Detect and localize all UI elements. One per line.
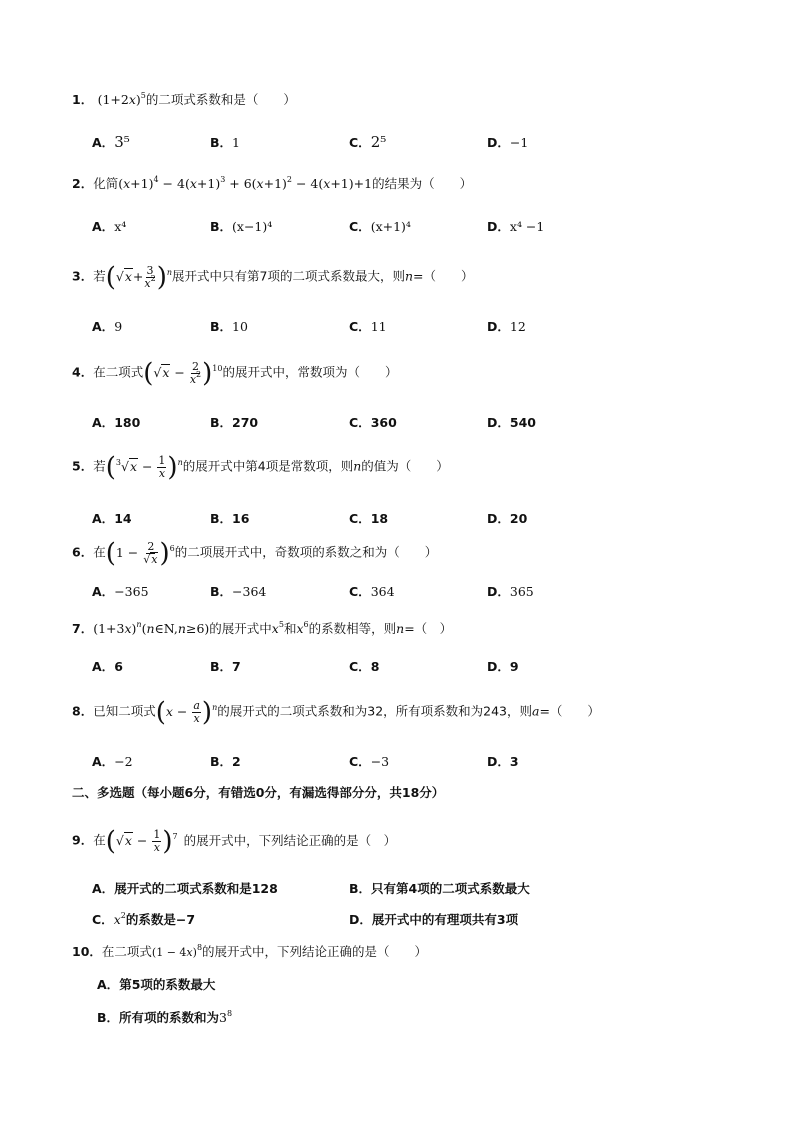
q8-option-a[interactable] bbox=[92, 752, 133, 770]
option-letter: D． bbox=[349, 912, 372, 927]
section-2-heading: 二、多选题（每小题6分，有错选0分，有漏选得部分分，共18分） bbox=[72, 785, 445, 800]
option-value: 10 bbox=[232, 319, 248, 334]
option-letter: A． bbox=[92, 881, 115, 896]
question-7-tail: =（ ） bbox=[404, 621, 453, 636]
question-9-number: 9． bbox=[72, 832, 94, 848]
q3-option-c[interactable] bbox=[349, 317, 387, 335]
q2-option-b[interactable] bbox=[210, 217, 272, 235]
q6-expression: (1 − $\frac{2}{√x}$ )$^6$ bbox=[105, 538, 175, 568]
q1-option-d[interactable] bbox=[487, 133, 528, 151]
option-value: 6 bbox=[114, 659, 123, 674]
option-value: −1 bbox=[509, 135, 529, 150]
option-value: x⁴ −1 bbox=[509, 219, 545, 234]
q4-expression: (√x − $\frac{2}{x^2}$ )$^{10}$ bbox=[143, 358, 223, 388]
question-8 bbox=[72, 697, 600, 727]
question-2-pre: 化简 bbox=[93, 176, 119, 191]
question-3 bbox=[72, 262, 474, 292]
option-value: 2⁵ bbox=[370, 133, 387, 151]
option-letter: D． bbox=[487, 135, 510, 150]
option-letter: D． bbox=[487, 754, 510, 769]
question-3-number: 3． bbox=[72, 268, 94, 284]
option-letter: D． bbox=[487, 584, 510, 599]
q6-option-a[interactable] bbox=[92, 582, 149, 600]
q3-var-n: n bbox=[404, 268, 414, 284]
question-10-number: 10． bbox=[72, 944, 102, 959]
option-value: 所有项的系数和为 bbox=[119, 1010, 220, 1025]
option-value: 16 bbox=[232, 511, 250, 526]
q6-option-d[interactable] bbox=[487, 582, 534, 600]
option-letter: B． bbox=[210, 659, 233, 674]
question-1-number: 1． bbox=[72, 92, 94, 107]
q6-option-c[interactable] bbox=[349, 582, 395, 600]
question-3-stem: 展开式中只有第7项的二项式系数最大，则 bbox=[172, 268, 405, 284]
option-letter: D． bbox=[487, 511, 510, 526]
q1-option-c[interactable] bbox=[349, 133, 386, 151]
option-letter: C． bbox=[349, 135, 371, 150]
option-value: 14 bbox=[114, 511, 132, 526]
option-letter: B． bbox=[210, 415, 233, 430]
question-2-stem: 的结果为（ ） bbox=[372, 176, 473, 191]
question-10 bbox=[72, 942, 427, 960]
question-2 bbox=[72, 174, 472, 192]
q8-option-b[interactable] bbox=[210, 752, 241, 770]
option-letter: C． bbox=[349, 319, 371, 334]
question-5-stem: 的展开式中第4项是常数项，则 bbox=[182, 458, 354, 474]
option-letter: C． bbox=[349, 754, 371, 769]
option-letter: B． bbox=[210, 511, 233, 526]
option-value: −2 bbox=[114, 754, 133, 769]
option-letter: A． bbox=[92, 511, 115, 526]
option-value: 9 bbox=[509, 659, 519, 674]
question-10-stem: 的展开式中，下列结论正确的是（ ） bbox=[202, 944, 428, 959]
q10-b-power: $3^8$ bbox=[219, 1009, 233, 1025]
q5-option-a[interactable] bbox=[92, 509, 132, 527]
question-1 bbox=[72, 90, 296, 108]
q3-option-b[interactable] bbox=[210, 317, 248, 335]
q6-option-b[interactable] bbox=[210, 582, 266, 600]
option-letter: B． bbox=[210, 319, 233, 334]
option-value: (x−1)⁴ bbox=[232, 219, 273, 234]
question-4-number: 4． bbox=[72, 364, 94, 380]
option-value: 20 bbox=[509, 511, 528, 526]
option-value: 364 bbox=[370, 584, 395, 599]
q4-option-d[interactable] bbox=[487, 413, 536, 431]
question-7-mid: 的系数相等，则 bbox=[308, 621, 397, 636]
option-letter: A． bbox=[92, 659, 115, 674]
q3-option-d[interactable] bbox=[487, 317, 526, 335]
option-letter: A． bbox=[92, 219, 115, 234]
option-letter: C． bbox=[349, 659, 371, 674]
q9-option-c[interactable] bbox=[92, 910, 195, 928]
option-letter: A． bbox=[97, 977, 120, 992]
question-7-stem: 的展开式中 bbox=[209, 621, 272, 636]
option-value: 9 bbox=[114, 319, 123, 334]
q5-option-d[interactable] bbox=[487, 509, 527, 527]
question-7-number: 7． bbox=[72, 621, 94, 636]
q9-expression: (√x − $\frac{1}{x}$ )$^7$ bbox=[105, 826, 178, 856]
q9-option-b[interactable] bbox=[349, 879, 530, 897]
question-8-pre: 已知二项式 bbox=[93, 703, 156, 719]
question-6-stem: 的二项展开式中，奇数项的系数之和为（ ） bbox=[174, 544, 438, 560]
option-value: 360 bbox=[370, 415, 397, 430]
option-letter: B． bbox=[210, 584, 233, 599]
question-5 bbox=[72, 452, 449, 482]
question-7 bbox=[72, 619, 452, 637]
q7-option-d[interactable] bbox=[487, 657, 519, 675]
option-letter: C． bbox=[349, 415, 371, 430]
q2-option-d[interactable] bbox=[487, 217, 544, 235]
q8-option-d[interactable] bbox=[487, 752, 519, 770]
q10-expression: $(1 - 4x)^8$ bbox=[151, 943, 203, 959]
option-value: 540 bbox=[509, 415, 536, 430]
q8-expression: (x − $\frac{a}{x}$ )$^n$ bbox=[155, 697, 218, 727]
q8-option-c[interactable] bbox=[349, 752, 389, 770]
option-letter: D． bbox=[487, 659, 510, 674]
question-5-number: 5． bbox=[72, 458, 94, 474]
option-value: 展开式的二项式系数和是128 bbox=[114, 881, 278, 896]
question-4-stem: 的展开式中，常数项为（ ） bbox=[222, 364, 398, 380]
q10-option-b[interactable] bbox=[97, 1008, 232, 1026]
q7-var-n: n bbox=[396, 621, 405, 636]
question-8-tail: =（ ） bbox=[539, 703, 600, 719]
option-value: 3⁵ bbox=[114, 133, 130, 151]
option-letter: A． bbox=[92, 754, 115, 769]
option-value: −365 bbox=[114, 584, 149, 599]
question-8-number: 8． bbox=[72, 703, 94, 719]
question-4-pre: 在二项式 bbox=[93, 364, 144, 380]
question-9 bbox=[72, 826, 396, 856]
q3-option-a[interactable] bbox=[92, 317, 122, 335]
q7-option-c[interactable] bbox=[349, 657, 379, 675]
q2-expression: $(x+1)^4 - 4(x+1)^3 + 6(x+1)^2 - 4(x+1)+1$ bbox=[118, 175, 373, 191]
option-value: 2 bbox=[232, 754, 241, 769]
question-10-pre: 在二项式 bbox=[101, 944, 152, 959]
q5-expression: ($^3$√x − $\frac{1}{x}$ )$^n$ bbox=[105, 452, 183, 482]
option-value: 8 bbox=[370, 659, 380, 674]
option-value: 3 bbox=[509, 754, 519, 769]
q5-option-c[interactable] bbox=[349, 509, 388, 527]
option-value: 18 bbox=[370, 511, 389, 526]
option-value: 的系数是−7 bbox=[125, 912, 196, 927]
q8-var-a: a bbox=[532, 703, 540, 719]
option-letter: C． bbox=[349, 219, 371, 234]
option-value: −364 bbox=[232, 584, 267, 599]
q10-option-a[interactable] bbox=[97, 975, 215, 993]
question-6-number: 6． bbox=[72, 544, 94, 560]
question-5-tail: 的值为（ ） bbox=[361, 458, 449, 474]
question-6 bbox=[72, 538, 437, 568]
q5-var-n: n bbox=[353, 458, 362, 474]
option-letter: B． bbox=[210, 754, 233, 769]
question-9-pre: 在 bbox=[93, 832, 106, 848]
option-letter: A． bbox=[92, 135, 115, 150]
option-value: 180 bbox=[114, 415, 141, 430]
option-value: 只有第4项的二项式系数最大 bbox=[371, 881, 530, 896]
question-1-stem: 的二项式系数和是（ ） bbox=[145, 92, 296, 107]
option-value: 12 bbox=[509, 319, 526, 334]
q7-option-b[interactable] bbox=[210, 657, 241, 675]
option-letter: D． bbox=[487, 415, 510, 430]
q7-terms: $x^5$和$x^6$ bbox=[271, 620, 309, 636]
q9-option-a[interactable] bbox=[92, 879, 278, 897]
option-value: x⁴ bbox=[114, 219, 127, 234]
question-8-stem: 的展开式的二项式系数和为32，所有项系数和为243，则 bbox=[217, 703, 532, 719]
option-value: −3 bbox=[370, 754, 390, 769]
q3-expression: (√x+ $\frac{3}{x^2}$ )$^n$ bbox=[105, 262, 173, 292]
option-value: 11 bbox=[370, 319, 387, 334]
option-value: 展开式中的有理项共有3项 bbox=[371, 912, 519, 927]
option-letter: A． bbox=[92, 584, 115, 599]
option-letter: D． bbox=[487, 319, 510, 334]
question-9-stem: 的展开式中，下列结论正确的是（ ） bbox=[183, 832, 397, 848]
option-letter: B． bbox=[97, 1010, 120, 1025]
question-2-number: 2． bbox=[72, 176, 94, 191]
q7-option-a[interactable] bbox=[92, 657, 123, 675]
q5-option-b[interactable] bbox=[210, 509, 249, 527]
q2-option-a[interactable] bbox=[92, 217, 126, 235]
q9-c-term: $x^2$ bbox=[113, 911, 126, 927]
q1-option-b[interactable] bbox=[210, 133, 240, 151]
option-letter: C． bbox=[349, 511, 371, 526]
question-4 bbox=[72, 358, 398, 388]
option-letter: A． bbox=[92, 319, 115, 334]
option-letter: B． bbox=[210, 219, 233, 234]
q2-option-c[interactable] bbox=[349, 217, 411, 235]
q1-option-a[interactable] bbox=[92, 133, 130, 151]
q4-option-c[interactable] bbox=[349, 413, 397, 431]
q9-option-d[interactable] bbox=[349, 910, 518, 928]
option-value: 7 bbox=[232, 659, 241, 674]
option-letter: D． bbox=[487, 219, 510, 234]
option-value: 1 bbox=[232, 135, 240, 150]
question-6-pre: 在 bbox=[93, 544, 106, 560]
q4-option-a[interactable] bbox=[92, 413, 140, 431]
option-letter: B． bbox=[349, 881, 372, 896]
option-letter: C． bbox=[349, 584, 371, 599]
option-letter: A． bbox=[92, 415, 115, 430]
q4-option-b[interactable] bbox=[210, 413, 258, 431]
question-3-pre: 若 bbox=[93, 268, 106, 284]
q7-expression: $(1+3x)^n(n\in N,n\ge 6)$ bbox=[93, 620, 210, 636]
option-value: (x+1)⁴ bbox=[370, 219, 411, 234]
option-value: 270 bbox=[232, 415, 259, 430]
option-value: 365 bbox=[509, 584, 534, 599]
question-5-pre: 若 bbox=[93, 458, 106, 474]
option-letter: C． bbox=[92, 912, 114, 927]
question-3-tail: =（ ） bbox=[413, 268, 474, 284]
option-value: 第5项的系数最大 bbox=[119, 977, 216, 992]
q1-expression: $(1+2x)^5$ bbox=[97, 91, 146, 107]
option-letter: B． bbox=[210, 135, 233, 150]
